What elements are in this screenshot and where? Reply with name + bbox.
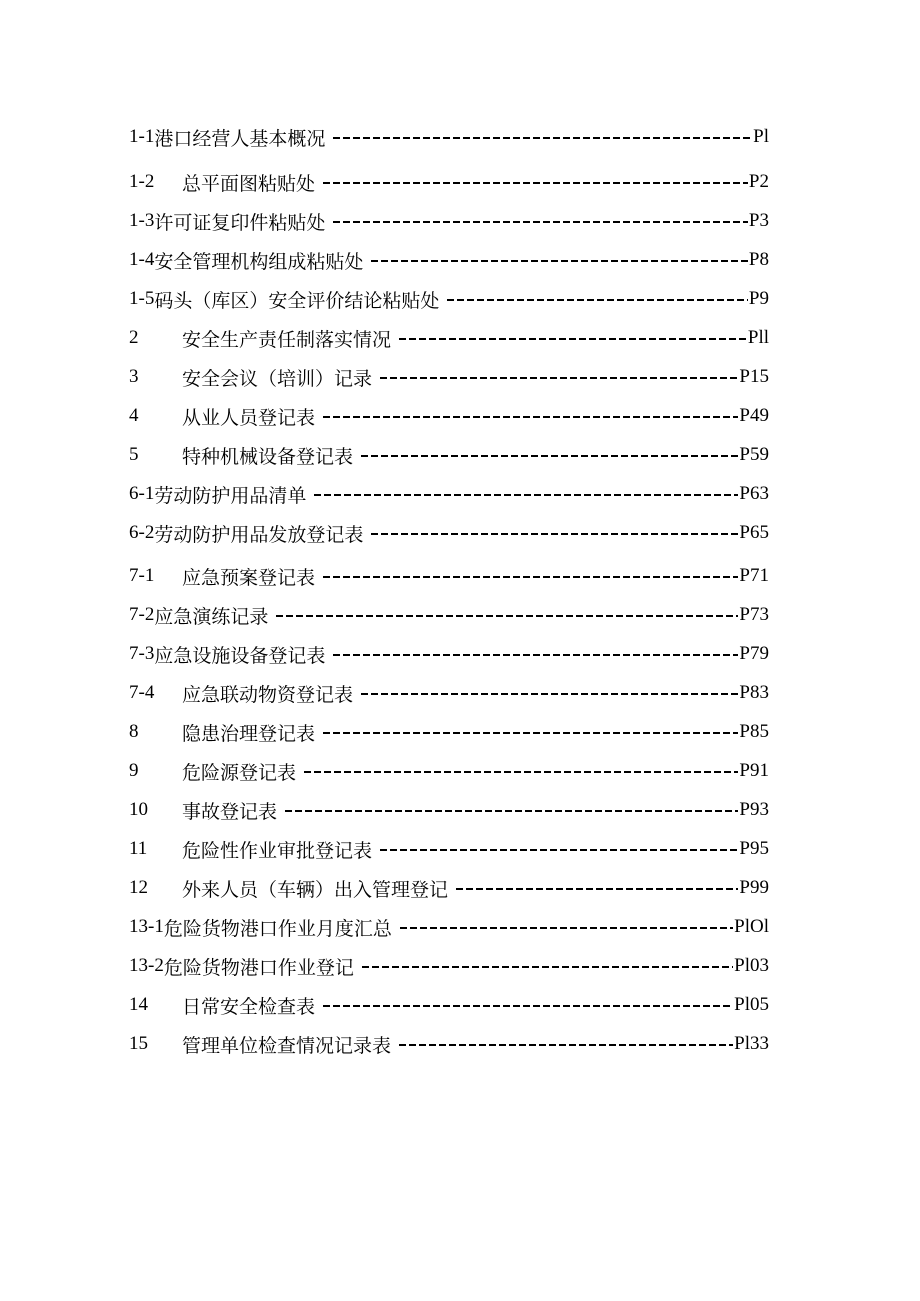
toc-entry-title: 日常安全检查表 bbox=[182, 995, 316, 1018]
toc-entry-title: 外来人员（车辆）出入管理登记 bbox=[182, 878, 449, 901]
toc-entry-title: 劳动防护用品发放登记表 bbox=[154, 523, 364, 546]
toc-leader-dashes bbox=[362, 966, 733, 968]
toc-entry bbox=[129, 756, 769, 786]
toc-entry-title: 安全管理机构组成粘贴处 bbox=[154, 250, 364, 273]
toc-entry-title: 应急设施设备登记表 bbox=[154, 644, 326, 667]
toc-entry bbox=[129, 795, 769, 825]
toc-entry-title: 从业人员登记表 bbox=[182, 406, 316, 429]
toc-leader-dashes bbox=[380, 849, 738, 851]
toc-leader-dashes bbox=[400, 927, 733, 929]
toc-entry bbox=[129, 912, 769, 942]
toc-entry-page: P93 bbox=[739, 799, 769, 820]
toc-entry bbox=[129, 479, 769, 509]
toc-leader-dashes bbox=[333, 654, 738, 656]
toc-entry-number: 1-3 bbox=[129, 210, 155, 231]
toc-entry-title: 应急演练记录 bbox=[154, 605, 269, 628]
toc-leader-dashes bbox=[371, 260, 748, 262]
toc-entry-title: 危险性作业审批登记表 bbox=[182, 839, 373, 862]
toc-entry-page: P79 bbox=[739, 643, 769, 664]
toc-entry-number: 11 bbox=[129, 838, 148, 859]
toc-entry bbox=[129, 401, 769, 431]
toc-entry-page: P3 bbox=[748, 210, 769, 231]
toc-entry-number: 12 bbox=[129, 877, 148, 898]
toc-entry-page: P95 bbox=[739, 838, 769, 859]
toc-entry-number: 1-5 bbox=[129, 288, 155, 309]
toc-entry-title: 总平面图粘贴处 bbox=[182, 172, 316, 195]
toc-entry-page: P2 bbox=[748, 171, 769, 192]
toc-entry-number: 10 bbox=[129, 799, 148, 820]
toc-entry-number: 7-1 bbox=[129, 565, 155, 586]
toc-entry-number: 1-2 bbox=[129, 171, 155, 192]
toc-entry-page: P73 bbox=[739, 604, 769, 625]
toc-entry bbox=[129, 284, 769, 314]
toc-entry-title: 劳动防护用品清单 bbox=[154, 484, 307, 507]
toc-entry-number: 7-3 bbox=[129, 643, 155, 664]
toc-entry-number: 1-4 bbox=[129, 249, 155, 270]
toc-leader-dashes bbox=[361, 455, 738, 457]
toc-entry-page: P65 bbox=[739, 522, 769, 543]
toc-entry-title: 危险源登记表 bbox=[182, 761, 297, 784]
toc-entry bbox=[129, 206, 769, 236]
toc-entry bbox=[129, 717, 769, 747]
toc-entry-title: 管理单位检查情况记录表 bbox=[182, 1034, 392, 1057]
toc-entry-page: Pl03 bbox=[734, 955, 769, 976]
toc-leader-dashes bbox=[333, 221, 748, 223]
toc-entry-title: 码头（库区）安全评价结论粘贴处 bbox=[154, 289, 440, 312]
toc-leader-dashes bbox=[361, 693, 738, 695]
toc-leader-dashes bbox=[333, 137, 752, 139]
toc-entry bbox=[129, 678, 769, 708]
toc-leader-dashes bbox=[447, 299, 748, 301]
toc-leader-dashes bbox=[456, 888, 738, 890]
toc-leader-dashes bbox=[323, 182, 748, 184]
toc-entry bbox=[129, 834, 769, 864]
toc-entry bbox=[129, 951, 769, 981]
toc-entry-title: 应急预案登记表 bbox=[182, 566, 316, 589]
toc-entry-page: P91 bbox=[739, 760, 769, 781]
toc-entry-title: 隐患治理登记表 bbox=[182, 722, 316, 745]
toc-entry bbox=[129, 362, 769, 392]
toc-entry-title: 应急联动物资登记表 bbox=[182, 683, 354, 706]
toc-leader-dashes bbox=[304, 771, 738, 773]
toc-entry-number: 13-2 bbox=[129, 955, 164, 976]
toc-entry bbox=[129, 518, 769, 548]
toc-entry bbox=[129, 167, 769, 197]
toc-entry-title: 危险货物港口作业登记 bbox=[163, 956, 354, 979]
toc-entry bbox=[129, 561, 769, 591]
toc-entry-number: 6-2 bbox=[129, 522, 155, 543]
toc-entry-page: P99 bbox=[739, 877, 769, 898]
toc-leader-dashes bbox=[323, 576, 738, 578]
toc-entry bbox=[129, 440, 769, 470]
toc-leader-dashes bbox=[314, 494, 738, 496]
toc-entry-title: 危险货物港口作业月度汇总 bbox=[163, 917, 392, 940]
toc-entry-page: P71 bbox=[739, 565, 769, 586]
toc-entry-page: Pl33 bbox=[734, 1033, 769, 1054]
toc-entry-title: 安全会议（培训）记录 bbox=[182, 367, 373, 390]
toc-entry-title: 港口经营人基本概况 bbox=[154, 127, 326, 150]
toc-entry-page: P9 bbox=[748, 288, 769, 309]
toc-entry-number: 4 bbox=[129, 405, 139, 426]
toc-entry bbox=[129, 323, 769, 353]
toc-entry-page: Pll bbox=[747, 327, 769, 348]
toc-leader-dashes bbox=[399, 338, 747, 340]
toc-leader-dashes bbox=[371, 533, 738, 535]
toc-entry-number: 7-4 bbox=[129, 682, 155, 703]
toc-entry-title: 特种机械设备登记表 bbox=[182, 445, 354, 468]
toc-entry-number: 8 bbox=[129, 721, 139, 742]
toc-entry-page: P15 bbox=[739, 366, 769, 387]
toc-entry-page: PlOl bbox=[734, 916, 769, 937]
toc-entry-number: 5 bbox=[129, 444, 139, 465]
toc-entry-page: P59 bbox=[739, 444, 769, 465]
toc-entry bbox=[129, 245, 769, 275]
toc-entry-title: 许可证复印件粘贴处 bbox=[154, 211, 326, 234]
toc-leader-dashes bbox=[323, 732, 738, 734]
toc-leader-dashes bbox=[276, 615, 738, 617]
toc-entry-title: 安全生产责任制落实情况 bbox=[182, 328, 392, 351]
toc-entry-number: 6-1 bbox=[129, 483, 155, 504]
toc-leader-dashes bbox=[323, 1005, 733, 1007]
toc-leader-dashes bbox=[323, 416, 738, 418]
toc-entry-number: 14 bbox=[129, 994, 148, 1015]
toc-entry-page: Pl05 bbox=[734, 994, 769, 1015]
toc-entry-title: 事故登记表 bbox=[182, 800, 278, 823]
toc-entry bbox=[129, 639, 769, 669]
toc-leader-dashes bbox=[380, 377, 738, 379]
toc-entry bbox=[129, 600, 769, 630]
toc-entry-number: 7-2 bbox=[129, 604, 155, 625]
toc-entry-number: 1-1 bbox=[129, 126, 155, 147]
toc-entry bbox=[129, 990, 769, 1020]
toc-entry-page: P8 bbox=[748, 249, 769, 270]
toc-entry-number: 9 bbox=[129, 760, 139, 781]
toc-leader-dashes bbox=[399, 1044, 733, 1046]
toc-entry bbox=[129, 1029, 769, 1059]
toc-entry-page: P63 bbox=[739, 483, 769, 504]
toc-entry-number: 15 bbox=[129, 1033, 148, 1054]
toc-entry-number: 3 bbox=[129, 366, 139, 387]
toc-entry bbox=[129, 122, 769, 152]
toc-entry-number: 13-1 bbox=[129, 916, 164, 937]
toc-entry-page: P83 bbox=[739, 682, 769, 703]
toc-entry-page: P85 bbox=[739, 721, 769, 742]
toc-leader-dashes bbox=[285, 810, 738, 812]
toc-entry-number: 2 bbox=[129, 327, 139, 348]
toc-entry bbox=[129, 873, 769, 903]
toc-entry-page: Pl bbox=[753, 126, 769, 147]
toc-entry-page: P49 bbox=[739, 405, 769, 426]
